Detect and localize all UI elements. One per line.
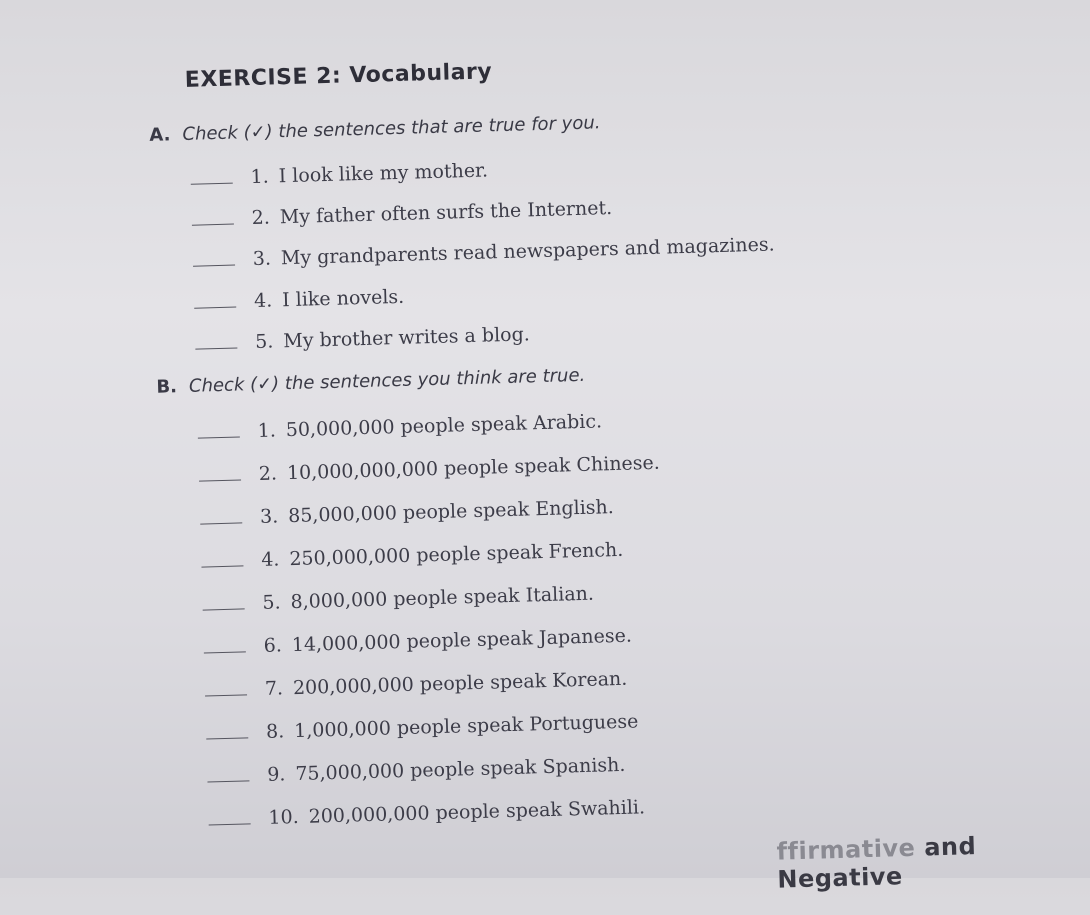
item-number: 3.: [259, 505, 279, 528]
section-b-item: [197, 408, 602, 443]
section-a-item: [193, 231, 775, 271]
item-number: 1.: [257, 419, 277, 442]
item-text: 75,000,000 people speak Spanish.: [295, 753, 626, 786]
answer-blank[interactable]: [207, 762, 250, 782]
section-b-item: [203, 623, 632, 659]
section-b-instruction-text: Check (✓) the sentences you think are true.: [188, 364, 586, 397]
answer-blank[interactable]: [206, 719, 249, 739]
item-text: 200,000,000 people speak Swahili.: [308, 796, 646, 828]
section-a-letter: A.: [149, 124, 171, 146]
section-b-item: [205, 666, 628, 702]
section-b-instruction: [156, 365, 585, 398]
answer-blank[interactable]: [200, 504, 243, 524]
item-number: 10.: [268, 805, 300, 829]
section-b-item: [208, 794, 645, 830]
item-number: 2.: [258, 462, 278, 485]
section-b-item: [202, 581, 594, 616]
answer-blank[interactable]: [191, 206, 234, 226]
item-number: 3.: [252, 247, 272, 271]
answer-blank[interactable]: [195, 330, 238, 350]
section-a-item: [191, 195, 612, 231]
section-a-instruction-text: Check (✓) the sentences that are true for you.: [182, 112, 601, 145]
section-b-item: [201, 537, 624, 573]
answer-blank[interactable]: [205, 676, 248, 696]
item-text: I look like my mother.: [278, 159, 489, 188]
next-section-heading: [776, 829, 1090, 894]
answer-blank[interactable]: [202, 590, 245, 610]
exercise-title: EXERCISE 2: Vocabulary: [184, 59, 493, 93]
item-text: 200,000,000 people speak Korean.: [292, 667, 628, 700]
answer-blank[interactable]: [199, 461, 242, 481]
item-number: 2.: [251, 206, 271, 230]
item-text: My father often surfs the Internet.: [279, 196, 613, 229]
item-number: 6.: [263, 634, 283, 657]
item-text: 1,000,000 people speak Portuguese: [293, 710, 639, 743]
answer-blank[interactable]: [190, 165, 233, 185]
section-b-item: [200, 494, 614, 530]
item-text: 250,000,000 people speak French.: [289, 538, 624, 571]
item-text: 14,000,000 people speak Japanese.: [291, 624, 633, 657]
answer-blank[interactable]: [197, 418, 240, 438]
section-a-item: [195, 321, 530, 354]
answer-blank[interactable]: [201, 547, 244, 567]
answer-blank[interactable]: [193, 247, 236, 267]
item-text: I like novels.: [281, 285, 405, 312]
section-a-item: [190, 157, 488, 189]
answer-blank[interactable]: [194, 289, 237, 309]
section-b-item: [206, 708, 639, 744]
section-b-letter: B.: [156, 376, 178, 398]
item-number: 5.: [262, 591, 281, 614]
item-text: 85,000,000 people speak English.: [287, 496, 615, 528]
section-b-item: [207, 752, 626, 788]
item-number: 4.: [253, 289, 273, 313]
answer-blank[interactable]: [203, 633, 246, 653]
item-number: 7.: [264, 677, 284, 700]
section-b-item: [199, 450, 661, 487]
item-text: My grandparents read newspapers and magazines.: [280, 233, 775, 270]
item-number: 4.: [260, 548, 280, 571]
heading-rest: and Negative: [777, 832, 977, 894]
answer-blank[interactable]: [208, 805, 251, 825]
item-text: 50,000,000 people speak Arabic.: [285, 410, 603, 442]
heading-faded-part: ffirmative: [776, 833, 916, 866]
item-number: 9.: [266, 763, 286, 786]
item-text: 10,000,000,000 people speak Chinese.: [286, 451, 661, 485]
item-number: 8.: [265, 720, 285, 743]
item-text: My brother writes a blog.: [283, 323, 531, 353]
item-text: 8,000,000 people speak Italian.: [290, 582, 595, 614]
section-a-instruction: [149, 112, 601, 146]
item-number: 5.: [254, 330, 274, 354]
item-number: 1.: [250, 165, 270, 189]
section-a-item: [194, 284, 405, 314]
